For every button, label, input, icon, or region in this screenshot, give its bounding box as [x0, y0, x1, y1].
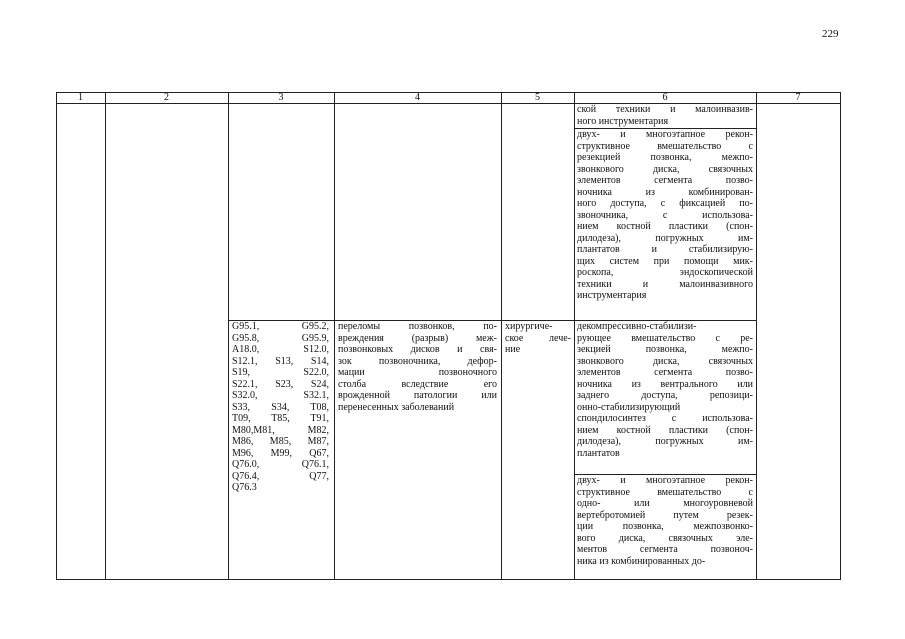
table-border-bottom [56, 579, 840, 580]
text-line: S19, S22.0, [232, 367, 329, 378]
text-line: G95.1, G95.2, [232, 321, 329, 332]
row2-diagnosis [338, 321, 497, 413]
text-line: S32.0, S32.1, [232, 390, 329, 401]
text-line: онно-стабилизирующий [577, 401, 681, 413]
text-line: G95.8, G95.9, [232, 332, 329, 344]
text-line: дилодеза), погружных им- [577, 232, 753, 244]
text-line: щих систем при помощи мик- [577, 255, 753, 267]
text-line: нием костной пластики (спон- [577, 424, 753, 436]
text-line: ской техники и малоинвазив- [577, 104, 753, 115]
text-line: переломы позвонков, по- [338, 321, 497, 332]
text-line: A18.0, S12.0, [232, 344, 329, 355]
row2-col6-block2 [577, 475, 753, 567]
column-header-6: 6 [662, 92, 668, 103]
text-line: Q76.4, Q77, [232, 470, 329, 482]
text-line: M80,M81, M82, [232, 424, 329, 436]
text-line: ское лече- [505, 332, 571, 344]
column-divider [105, 92, 106, 580]
text-line: структивное вмешательство с [577, 140, 753, 152]
text-line: инструментария [577, 290, 647, 301]
column-divider [228, 92, 229, 580]
text-line: рующее вмешательство с ре- [577, 332, 753, 344]
text-line: структивное вмешательство с [577, 486, 753, 498]
row2-icd-codes [232, 321, 329, 494]
text-line: двух- и многоэтапное рекон- [577, 129, 753, 140]
text-line: M86, M85, M87, [232, 436, 329, 447]
column-header-5: 5 [535, 92, 540, 103]
text-line: зекцией позвонка, межпо- [577, 344, 753, 355]
text-line: врожденной патологии или [338, 390, 497, 401]
row2-treatment-type [505, 321, 571, 356]
text-line: S33, S34, T08, [232, 401, 329, 413]
text-line: ного инструментария [577, 115, 669, 127]
text-line: звонкового диска, связочных [577, 355, 753, 367]
column-divider [574, 92, 575, 580]
text-line: роскопа, эндоскопической [577, 267, 753, 278]
text-line: ночника из вентрального или [577, 378, 753, 390]
text-line: вого диска, связочных эле- [577, 532, 753, 544]
text-line: спондилосинтез с использова- [577, 413, 753, 424]
text-line: позвонковых дисков и свя- [338, 344, 497, 355]
text-line: T09, T85, T91, [232, 413, 329, 424]
text-line: плантатов [577, 447, 620, 459]
text-line: техники и малоинвазивного [577, 278, 753, 290]
text-line: ции позвонка, межпозвонко- [577, 521, 753, 532]
row1-col6-block1 [577, 104, 753, 127]
text-line: вреждения (разрыв) меж- [338, 332, 497, 344]
text-line: двух- и многоэтапное рекон- [577, 475, 753, 486]
row2-col6-block1 [577, 321, 753, 459]
text-line: вертебротомией путем резек- [577, 509, 753, 521]
column-header-2: 2 [164, 92, 169, 103]
text-line: мации позвоночного [338, 367, 497, 378]
column-header-4: 4 [415, 92, 420, 103]
column-divider [756, 92, 757, 580]
column-divider [334, 92, 335, 580]
text-line: ментов сегмента позвоноч- [577, 544, 753, 555]
text-line: элементов сегмента позво- [577, 367, 753, 378]
column-header-1: 1 [78, 92, 83, 103]
text-line: столба вследствие его [338, 378, 497, 390]
column-header-3: 3 [278, 92, 284, 103]
text-line: S22.1, S23, S24, [232, 378, 329, 390]
text-line: дилодеза), погружных им- [577, 436, 753, 447]
text-line: резекцией позвонка, межпо- [577, 152, 753, 163]
table-border-left [56, 92, 57, 580]
text-line: перенесенных заболеваний [338, 401, 455, 413]
text-line: S12.1, S13, S14, [232, 355, 329, 367]
text-line: звоночника, с использова- [577, 209, 753, 221]
medical-procedures-table [56, 92, 840, 580]
column-header-7: 7 [795, 92, 801, 103]
text-line: декомпрессивно-стабилизи- [577, 321, 697, 332]
text-line: ние [505, 344, 521, 355]
text-line: ника из комбинированных до- [577, 555, 706, 567]
text-line: M96, M99, Q67, [232, 447, 329, 459]
text-line: заднего доступа, репозици- [577, 390, 753, 401]
text-line: Q76.0, Q76.1, [232, 459, 329, 470]
table-border-right [840, 92, 841, 580]
row1-col6-block2 [577, 129, 753, 302]
text-line: одно- или многоуровневой [577, 498, 753, 509]
text-line: ного доступа, с фиксацией по- [577, 198, 753, 209]
text-line: звонкового диска, связочных [577, 163, 753, 175]
text-line: ночника из комбинирован- [577, 186, 753, 198]
page-number: 229 [822, 28, 839, 40]
text-line: хирургиче- [505, 321, 553, 332]
text-line: нием костной пластики (спон- [577, 221, 753, 232]
column-divider [501, 92, 502, 580]
text-line: элементов сегмента позво- [577, 175, 753, 186]
text-line: зок позвоночника, дефор- [338, 355, 497, 367]
text-line: Q76.3 [232, 482, 257, 493]
text-line: плантатов и стабилизирую- [577, 244, 753, 255]
